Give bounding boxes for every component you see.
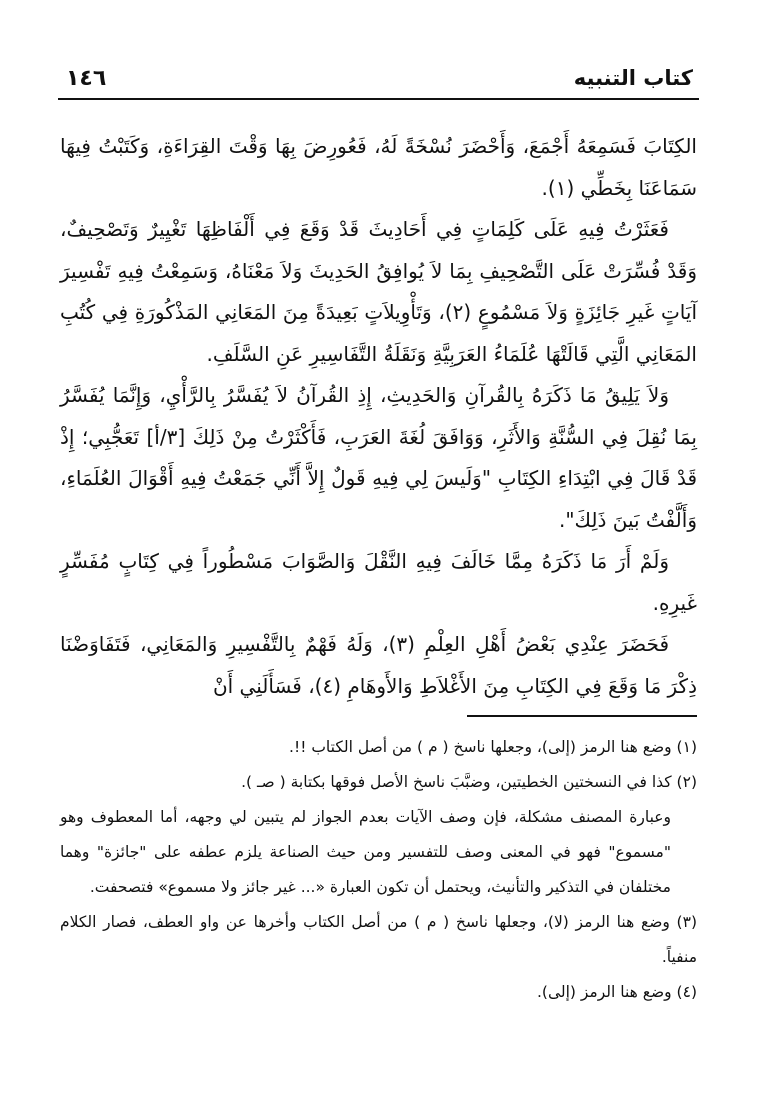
footnote-continuation: وعبارة المصنف مشكلة، فإن وصف الآيات بعدم الجواز لم يتبين لي وجهه، أما المعطوف وهو "مسموع" فهو في المعنى وصف للتفسير ومن حيث الصناعة يلزم عطفه على "جائزة" وهما مختلفان في التذكير والتأنيث، ويحتمل أن تكون العبارة «... غير جائز ولا مسموع» فتصحفت. (60, 808, 671, 896)
footnote: (٤) وضع هنا الرمز (إلى). (536, 983, 697, 1001)
page-header (58, 60, 699, 100)
paragraph: فَحَضَرَ عِنْدِي بَعْضُ أَهْلِ العِلْمِ (٣)، وَلَهُ فَهْمٌ بِالتَّفْسِيرِ وَالمَعَانِي، فَتَفَاوَضْنَا ذِكْرَ مَا وَقَعَ فِي الكِتَابِ مِنَ الأَغْلاَطِ وَالأَوهَامِ (٤)، فَسَأَلَنِي أَنْ (60, 632, 697, 698)
paragraph: وَلاَ يَلِيقُ مَا ذَكَرَهُ بِالقُرآنِ وَالحَدِيثِ، إِذِ القُرآنُ لاَ يُفَسَّرُ بِالرَّأْيِ، وَإِنَّمَا يُفَسَّرُ بِمَا نُقِلَ فِي السُّنَّةِ وَالأَثَرِ، وَوَافَقَ لُغَةَ العَرَبِ، فَأَكْثَرْتُ مِنْ ذَلِكَ [٣/أ] تَعَجُّبِي؛ إِذْ قَدْ قَالَ فِي ابْتِدَاءِ الكِتَابِ "وَلَيسَ لِي فِيهِ قَولٌ إِلاَّ أَنِّي جَمَعْتُ فِيهِ أَقْوَالَ العُلَمَاءِ، وَأَلَّفْتُ بَينَ ذَلِكَ". (60, 383, 697, 532)
footnote: (٢) كذا في النسختين الخطيتين، وضبَّبَ ناسخ الأصل فوقها بكتابة ( صـ ). (241, 773, 697, 791)
page-number: ١٤٦ (66, 66, 107, 91)
footnote: (٣) وضع هنا الرمز (لا)، وجعلها ناسخ ( م ) من أصل الكتاب وأخرها عن واو العطف، فصار الكلام منفياً. (60, 913, 697, 966)
footnote: (١) وضع هنا الرمز (إلى)، وجعلها ناسخ ( م ) من أصل الكتاب !!. (289, 738, 697, 756)
running-title: كتاب التنبيه (573, 66, 693, 90)
main-text (60, 126, 697, 707)
paragraph: وَلَمْ أَرَ مَا ذَكَرَهُ مِمَّا خَالَفَ فِيهِ النَّقْلَ وَالصَّوَابَ مَسْطُوراً فِي كِتَابٍ مُفَسِّرٍ غَيرِهِ. (60, 549, 697, 615)
paragraph: الكِتَابَ فَسَمِعَهُ أَجْمَعَ، وَأَحْضَرَ نُسْخَةً لَهُ، فَعُورِضَ بِهَا وَقْتَ القِرَاءَةِ، وَكَتَبْتُ فِيهَا سَمَاعَنَا بِخَطِّي (١). (60, 134, 697, 200)
footnote-separator (467, 715, 697, 717)
paragraph: فَعَثَرْتُ فِيهِ عَلَى كَلِمَاتٍ فِي أَحَادِيثَ قَدْ وَقَعَ فِي أَلْفَاظِهَا تَغْيِيرٌ وَتَصْحِيفٌ، وَقَدْ فُسِّرَتْ عَلَى التَّصْحِيفِ بِمَا لاَ يُوافِقُ الحَدِيثَ وَلاَ مَعْنَاهُ، وَسَمِعْتُ فِيهِ تَفْسِيرَ آيَاتٍ غَيرِ جَائِزَةٍ وَلاَ مَسْمُوعٍ (٢)، وَتَأْوِيلاَتٍ بَعِيدَةً مِنَ المَعَانِي المَذْكُورَةِ فِي كُتُبِ المَعَانِي الَّتِي قَالَتْهَا عُلَمَاءُ العَرَبِيَّةِ وَنَقَلَةُ التَّفَاسِيرِ عَنِ السَّلَفِ. (60, 217, 698, 366)
footnotes (60, 730, 697, 1010)
